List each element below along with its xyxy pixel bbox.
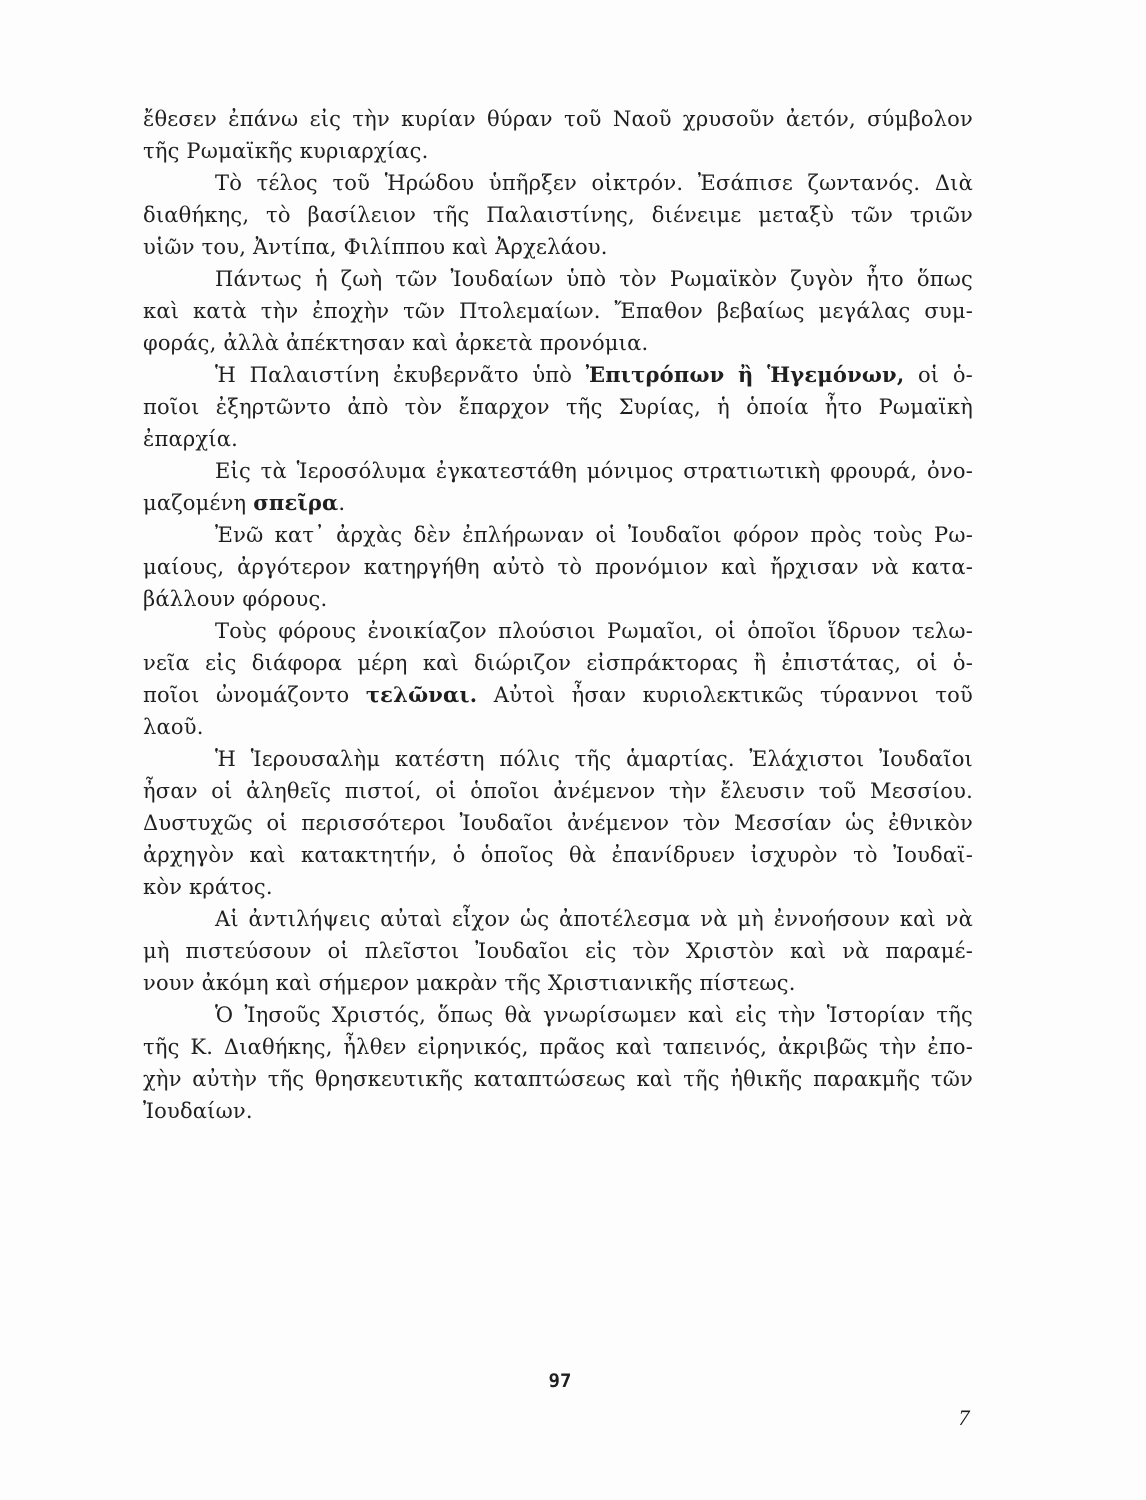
text-line: Εἰς τὰ Ἱεροσόλυμα ἐγκατεστάθη μόνιμος στρατιωτικὴ φρουρά, ὀνο- <box>215 459 973 483</box>
text-line: Τὸ τέλος τοῦ Ἡρώδου ὑπῆρξεν οἰκτρόν. Ἐσάπισε ζωντανός. Διὰ <box>215 171 973 195</box>
text-line: ἦσαν οἱ ἀληθεῖς πιστοί, οἱ ὁποῖοι ἀνέμενον τὴν ἔλευσιν τοῦ Μεσσίου. <box>143 779 973 803</box>
text-line: ἔθεσεν ἐπάνω εἰς τὴν κυρίαν θύραν τοῦ Ναοῦ χρυσοῦν ἀετόν, σύμβολον <box>143 107 973 131</box>
text-segment: ἢ <box>738 362 754 387</box>
text-line: Τοὺς φόρους ἐνοικίαζον πλούσιοι Ρωμαῖοι, οἱ ὁποῖοι ἵδρυον τελω- <box>215 619 973 643</box>
text-line: βάλλουν φόρους. <box>143 587 328 611</box>
text-line: ποῖοι ἐξηρτῶντο ἀπὸ τὸν ἔπαρχον τῆς Συρίας, ἡ ὁποία ἦτο Ρωμαϊκὴ <box>143 395 973 419</box>
text-line: Πάντως ἡ ζωὴ τῶν Ἰουδαίων ὑπὸ τὸν Ρωμαϊκὸν ζυγὸν ἦτο ὅπως <box>215 267 973 291</box>
bold-term: Ἡγεμόνων, <box>767 362 905 387</box>
signature-mark: 7 <box>958 1405 970 1430</box>
text-line: Ἰουδαίων. <box>143 1099 253 1123</box>
text-line: νεῖα εἰς διάφορα μέρη καὶ διώριζον εἰσπράκτορας ἢ ἐπιστάτας, οἱ ὁ- <box>143 651 973 675</box>
text-line: κὸν κράτος. <box>143 875 273 899</box>
text-segment: Αὐτοὶ ἦσαν κυριολεκτικῶς τύραννοι τοῦ <box>493 683 973 707</box>
text-line <box>143 679 973 711</box>
body-text <box>143 103 973 1127</box>
text-line: Αἱ ἀντιλήψεις αὐταὶ εἶχον ὡς ἀποτέλεσμα νὰ μὴ ἐννοήσουν καὶ νὰ <box>215 907 973 931</box>
text-line <box>143 359 973 391</box>
bold-term: τελῶναι. <box>365 682 478 707</box>
text-line: φοράς, ἀλλὰ ἀπέκτησαν καὶ ἀρκετὰ προνόμια. <box>143 331 649 355</box>
text-line: ἐπαρχία. <box>143 427 239 451</box>
text-line: μαίους, ἀργότερον κατηργήθη αὐτὸ τὸ προνόμιον καὶ ἤρχισαν νὰ κατα- <box>143 555 973 579</box>
text-line: Ὁ Ἰησοῦς Χριστός, ὅπως θὰ γνωρίσωμεν καὶ εἰς τὴν Ἱστορίαν τῆς <box>215 1003 973 1027</box>
text-line: Δυστυχῶς οἱ περισσότεροι Ἰουδαῖοι ἀνέμενον τὸν Μεσσίαν ὡς ἐθνικὸν <box>143 811 973 835</box>
bold-term: Ἐπιτρόπων <box>585 362 725 387</box>
text-line: λαοῦ. <box>143 715 204 739</box>
text-line: τῆς Ρωμαϊκῆς κυριαρχίας. <box>143 139 429 163</box>
text-segment: . <box>338 491 346 515</box>
text-line <box>143 487 973 519</box>
text-line: υἱῶν του, Ἀντίπα, Φιλίππου καὶ Ἀρχελάου. <box>143 235 608 259</box>
text-line: Ἐνῶ κατ᾽ ἀρχὰς δὲν ἐπλήρωναν οἱ Ἰουδαῖοι φόρον πρὸς τοὺς Ρω- <box>215 523 973 547</box>
text-line: νουν ἀκόμη καὶ σήμερον μακρὰν τῆς Χριστιανικῆς πίστεως. <box>143 971 796 995</box>
bold-term: σπεῖρα <box>253 490 339 515</box>
text-line: διαθήκης, τὸ βασίλειον τῆς Παλαιστίνης, διένειμε μεταξὺ τῶν τριῶν <box>143 203 973 227</box>
text-segment: ποῖοι ὠνομάζοντο <box>143 683 350 707</box>
text-segment: Ἡ Παλαιστίνη ἐκυβερνᾶτο ὑπὸ <box>215 363 573 387</box>
text-line: τῆς Κ. Διαθήκης, ἦλθεν εἰρηνικός, πρᾶος καὶ ταπεινός, ἀκριβῶς τὴν ἐπο- <box>143 1035 973 1059</box>
text-line: ἀρχηγὸν καὶ κατακτητήν, ὁ ὁποῖος θὰ ἐπανίδρυεν ἰσχυρὸν τὸ Ἰουδαϊ- <box>143 843 973 867</box>
page-number: 97 <box>548 1370 572 1392</box>
text-line: Ἡ Ἱερουσαλὴμ κατέστη πόλις τῆς ἁμαρτίας. Ἐλάχιστοι Ἰουδαῖοι <box>215 747 973 771</box>
text-segment: μαζομένη <box>143 491 247 515</box>
text-segment: οἱ ὁ- <box>917 363 973 387</box>
text-line: χὴν αὐτὴν τῆς θρησκευτικῆς καταπτώσεως καὶ τῆς ἠθικῆς παρακμῆς τῶν <box>143 1067 973 1091</box>
text-line: καὶ κατὰ τὴν ἐποχὴν τῶν Πτολεμαίων. Ἔπαθον βεβαίως μεγάλας συμ- <box>143 299 973 323</box>
text-line: μὴ πιστεύσουν οἱ πλεῖστοι Ἰουδαῖοι εἰς τὸν Χριστὸν καὶ νὰ παραμέ- <box>143 939 973 963</box>
